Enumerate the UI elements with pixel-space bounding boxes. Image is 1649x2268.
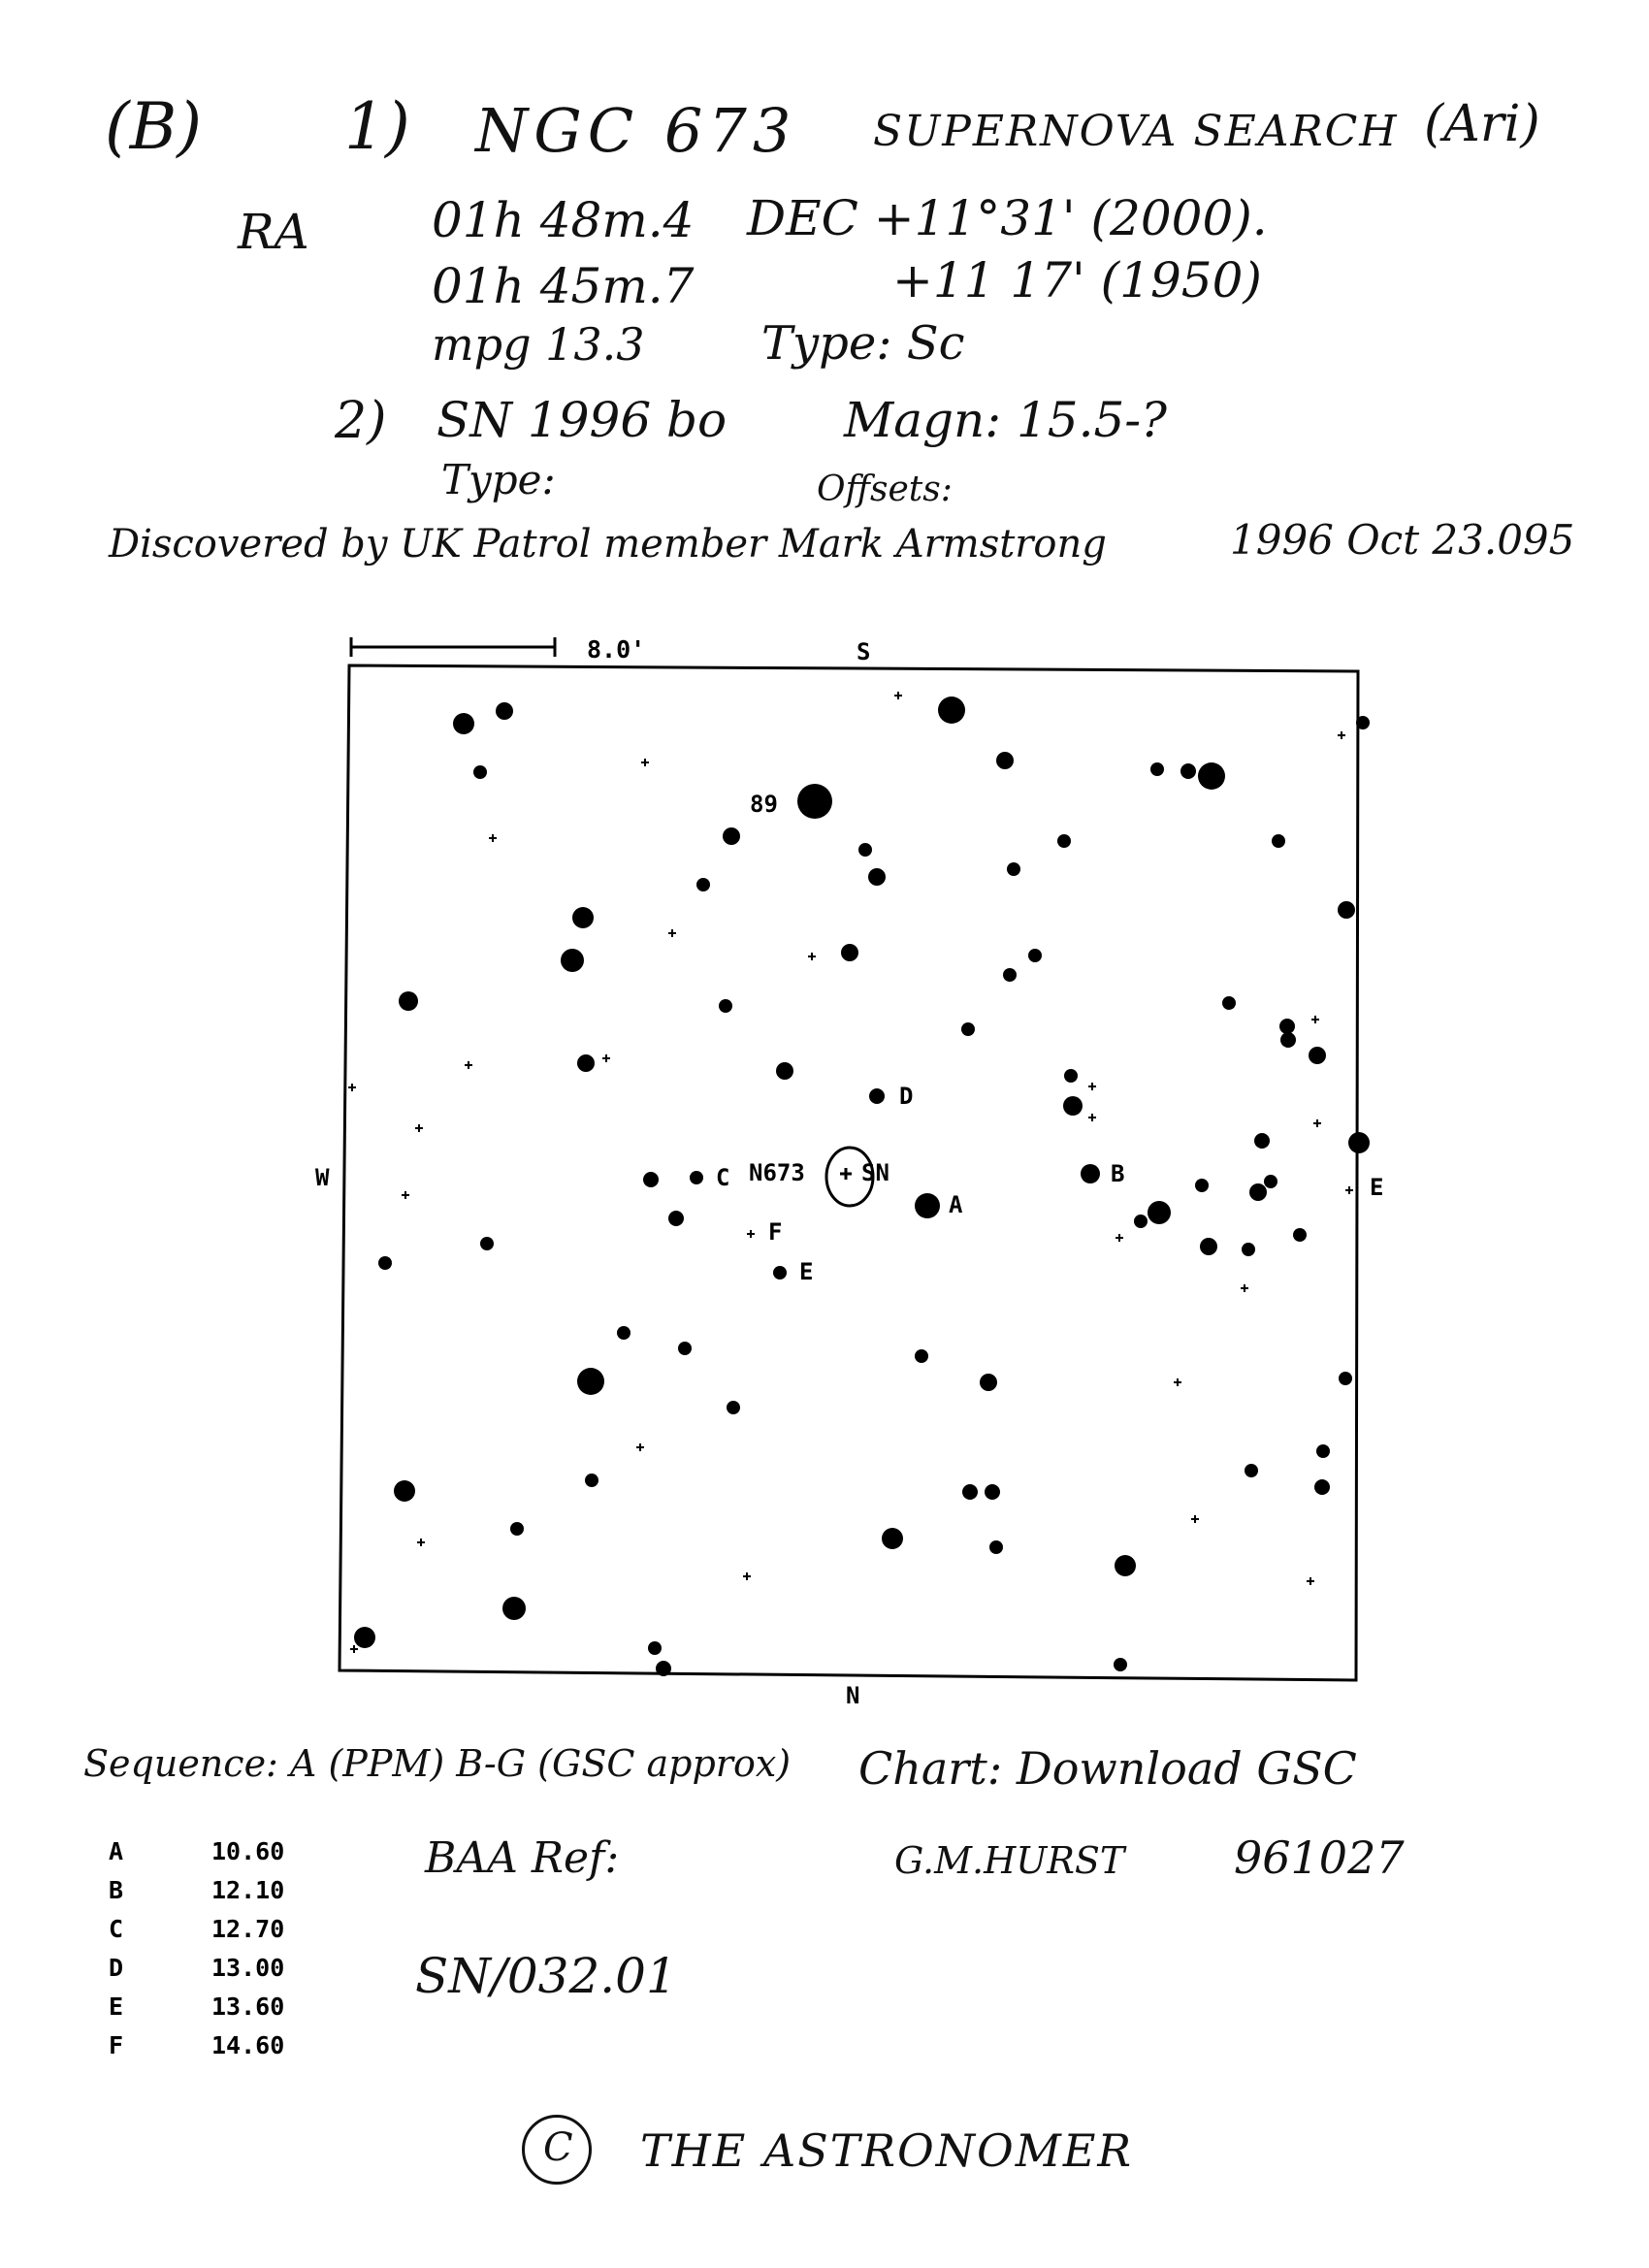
faint-star-marker <box>894 692 902 699</box>
sequence-star: B <box>109 1876 124 1904</box>
field-star <box>938 697 965 724</box>
compass-south: S <box>857 638 871 665</box>
scale-label: 8.0' <box>587 635 646 664</box>
field-star <box>915 1193 940 1218</box>
field-star <box>1356 716 1370 729</box>
field-star <box>696 878 710 891</box>
field-star <box>1245 1464 1258 1477</box>
compass-north: N <box>846 1682 860 1709</box>
faint-star-marker <box>415 1124 423 1132</box>
field-star <box>1348 1132 1370 1153</box>
supernova-name: SN 1996 bo <box>436 392 728 448</box>
field-star <box>648 1641 662 1655</box>
field-star <box>510 1522 524 1536</box>
field-star <box>690 1171 703 1184</box>
field-star <box>1081 1164 1100 1183</box>
field-star <box>617 1326 630 1340</box>
field-star <box>1314 1479 1330 1495</box>
field-star <box>1279 1019 1295 1034</box>
sequence-star: A <box>109 1837 124 1865</box>
ra-1950: 01h 45m.7 <box>432 258 695 314</box>
field-star <box>1309 1047 1326 1064</box>
field-star <box>1003 968 1017 982</box>
field-star <box>354 1627 375 1648</box>
field-star <box>473 765 487 779</box>
field-star <box>1114 1658 1127 1671</box>
mpg-value: mpg 13.3 <box>432 318 645 371</box>
field-star <box>1195 1179 1209 1192</box>
field-star <box>858 843 872 857</box>
field-star <box>1198 762 1225 790</box>
comparison-label-a: A <box>949 1191 963 1218</box>
faint-star-marker <box>1088 1083 1096 1090</box>
field-star <box>453 713 474 734</box>
sequence-mag: 13.60 <box>211 1993 285 2021</box>
faint-star-marker <box>1311 1016 1319 1023</box>
field-star <box>1148 1201 1171 1224</box>
observation-date: 961027 <box>1234 1831 1405 1884</box>
chart-source: Chart: Download GSC <box>858 1742 1357 1795</box>
field-star <box>480 1237 494 1250</box>
galaxy-label: N673 <box>749 1159 805 1186</box>
faint-star-marker <box>1241 1284 1248 1292</box>
field-star <box>572 907 594 928</box>
observer-name: G.M.HURST <box>894 1839 1125 1882</box>
faint-star-marker <box>1088 1114 1096 1121</box>
field-star <box>1057 834 1071 848</box>
field-star <box>980 1374 997 1391</box>
field-star <box>961 1022 975 1036</box>
faint-star-marker <box>465 1061 472 1069</box>
supernova-marker <box>840 1168 852 1180</box>
faint-star-marker <box>668 929 676 937</box>
sequence-star: E <box>109 1993 124 2021</box>
discovery-note: Discovered by UK Patrol member Mark Armstrong <box>109 522 1107 567</box>
field-star <box>399 991 418 1011</box>
faint-star-marker <box>1191 1515 1199 1523</box>
faint-star-marker <box>348 1084 356 1091</box>
field-star <box>1064 1069 1078 1083</box>
field-star <box>378 1256 392 1270</box>
field-star <box>727 1401 740 1414</box>
comparison-label-e: E <box>799 1258 814 1285</box>
copyright-symbol <box>522 2115 592 2185</box>
field-star <box>1134 1215 1148 1228</box>
field-star <box>1272 834 1285 848</box>
field-star <box>1115 1555 1136 1576</box>
item-2-number: 2) <box>335 392 387 450</box>
faint-star-marker <box>1174 1378 1181 1386</box>
field-star <box>1063 1096 1083 1116</box>
comparison-label-d: D <box>899 1083 914 1110</box>
supernova-magnitude: Magn: 15.5-? <box>844 392 1167 448</box>
field-star <box>668 1211 684 1226</box>
field-star <box>776 1062 793 1080</box>
dec-2000: DEC +11°31' (2000). <box>747 190 1268 246</box>
field-star <box>656 1661 671 1676</box>
faint-star-marker <box>1307 1577 1314 1585</box>
galaxy-type: Type: Sc <box>761 316 965 371</box>
sequence-mag: 13.00 <box>211 1954 285 1982</box>
faint-star-marker <box>402 1191 409 1199</box>
dec-1950: +11 17' (1950) <box>892 252 1262 308</box>
supernova-label: SN <box>861 1159 889 1186</box>
project-title: SUPERNOVA SEARCH <box>873 107 1399 156</box>
field-star <box>996 752 1014 769</box>
field-star <box>1316 1444 1330 1458</box>
field-star <box>643 1172 659 1187</box>
object-name: NGC 673 <box>475 95 797 166</box>
comparison-label-f: F <box>768 1218 783 1246</box>
field-star <box>1254 1133 1270 1149</box>
sequence-star: F <box>109 2031 124 2059</box>
field-star <box>882 1528 903 1549</box>
constellation: (Ari) <box>1424 95 1540 153</box>
field-star <box>985 1484 1000 1500</box>
scale-bar <box>351 637 555 657</box>
faint-star-marker <box>602 1054 610 1062</box>
field-star <box>723 827 740 845</box>
sequence-mag: 12.70 <box>211 1915 285 1943</box>
field-star <box>1150 762 1164 776</box>
part-label: (B) <box>105 89 202 164</box>
field-star <box>773 1266 787 1280</box>
field-star <box>1249 1183 1267 1201</box>
faint-star-marker <box>489 834 497 842</box>
faint-star-marker <box>417 1539 425 1546</box>
field-star <box>915 1349 928 1363</box>
field-star <box>1242 1243 1255 1256</box>
compass-west: W <box>315 1164 330 1191</box>
sequence-star: C <box>109 1915 124 1943</box>
field-star <box>797 784 832 819</box>
field-star <box>1222 996 1236 1010</box>
field-star <box>1280 1032 1296 1048</box>
field-star <box>1264 1175 1277 1188</box>
faint-star-marker <box>747 1230 755 1238</box>
copyright-c: C <box>543 2125 573 2170</box>
field-star <box>719 999 732 1013</box>
field-star <box>868 868 886 886</box>
comparison-label-c: C <box>716 1164 730 1191</box>
field-star <box>1180 763 1196 779</box>
ra-2000: 01h 48m.4 <box>432 192 695 248</box>
copyright-text: THE ASTRONOMER <box>640 2124 1134 2177</box>
field-star <box>561 949 584 972</box>
sequence-note: Sequence: A (PPM) B-G (GSC approx) <box>83 1742 792 1785</box>
field-star <box>1028 949 1042 962</box>
faint-star-marker <box>743 1572 751 1580</box>
ra-label: RA <box>238 204 309 260</box>
field-star <box>496 702 513 720</box>
faint-star-marker <box>1345 1186 1353 1194</box>
field-star <box>1293 1228 1307 1242</box>
field-star <box>1007 862 1020 876</box>
field-star <box>1338 901 1355 919</box>
field-star <box>577 1368 604 1395</box>
faint-star-marker <box>350 1645 358 1653</box>
sequence-star: D <box>109 1954 124 1982</box>
faint-star-marker <box>636 1443 644 1451</box>
item-1-number: 1) <box>344 89 410 164</box>
discovery-date: 1996 Oct 23.095 <box>1230 516 1575 564</box>
supernova-type: Type: <box>441 456 556 503</box>
field-star <box>394 1480 415 1502</box>
baa-ref-code: SN/032.01 <box>415 1948 677 2004</box>
field-star <box>1339 1372 1352 1385</box>
faint-star-marker <box>1313 1119 1321 1127</box>
field-star <box>989 1540 1003 1554</box>
comparison-label-b: B <box>1111 1160 1125 1187</box>
offsets-label: Offsets: <box>817 470 953 509</box>
faint-star-marker <box>641 759 649 766</box>
field-star <box>678 1342 692 1355</box>
compass-east: E <box>1370 1174 1384 1201</box>
sequence-mag: 12.10 <box>211 1876 285 1904</box>
field-star <box>585 1474 598 1487</box>
faint-star-marker <box>808 953 816 960</box>
field-star <box>962 1484 978 1500</box>
field-star <box>841 944 858 961</box>
field-stars <box>354 697 1370 1676</box>
field-star <box>1200 1238 1217 1255</box>
baa-ref-label: BAA Ref: <box>425 1833 620 1883</box>
faint-star-marker <box>1338 731 1345 739</box>
star-89-label: 89 <box>750 791 778 818</box>
field-star <box>869 1088 885 1104</box>
sequence-mag: 10.60 <box>211 1837 285 1865</box>
sequence-mag: 14.60 <box>211 2031 285 2059</box>
field-star <box>577 1054 595 1072</box>
field-star <box>502 1597 526 1620</box>
faint-star-marker <box>1116 1234 1123 1242</box>
